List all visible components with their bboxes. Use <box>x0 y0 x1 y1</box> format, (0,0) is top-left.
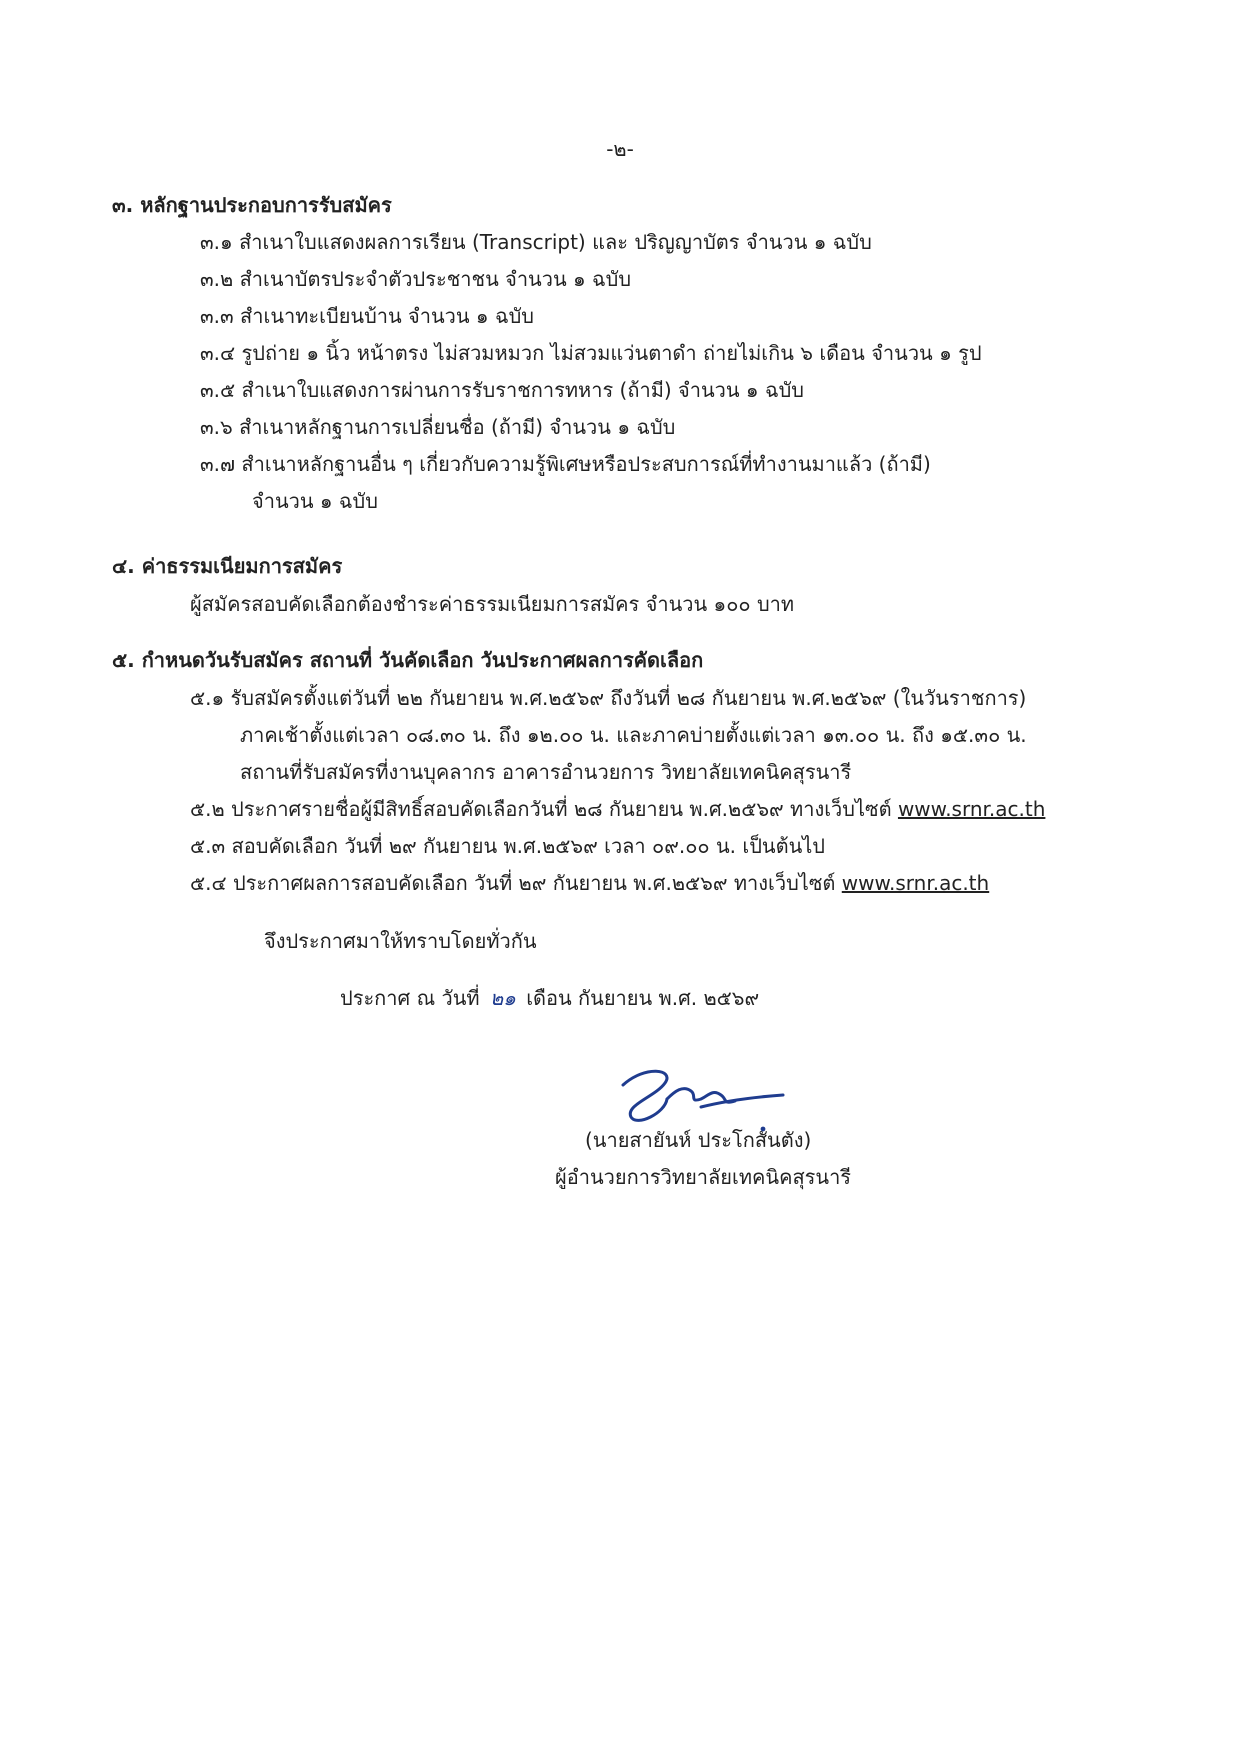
section4-heading: ๔. ค่าธรรมเนียมการสมัคร <box>112 554 343 578</box>
announce-suffix: เดือน กันยายน พ.ศ. ๒๕๖๙ <box>526 986 760 1010</box>
section5-item <box>190 796 1045 822</box>
website-link[interactable]: www.srnr.ac.th <box>897 797 1046 821</box>
section3-item: ๓.๗ สำเนาหลักฐานอื่น ๆ เกี่ยวกับความรู้พิเศษหรือประสบการณ์ที่ทำงานมาแล้ว (ถ้ามี) <box>200 452 931 476</box>
section3-item: ๓.๒ สำเนาบัตรประจำตัวประชาชน จำนวน ๑ ฉบับ <box>200 267 632 291</box>
section3-heading: ๓. หลักฐานประกอบการรับสมัคร <box>112 193 392 217</box>
section3-item: ๓.๖ สำเนาหลักฐานการเปลี่ยนชื่อ (ถ้ามี) จำนวน ๑ ฉบับ <box>200 415 676 439</box>
section3-item: ๓.๑ สำเนาใบแสดงผลการเรียน (Transcript) และ ปริญญาบัตร จำนวน ๑ ฉบับ <box>200 230 872 254</box>
section5-item: ๕.๑ รับสมัครตั้งแต่วันที่ ๒๒ กันยายน พ.ศ.๒๕๖๙ ถึงวันที่ ๒๘ กันยายน พ.ศ.๒๕๖๙ (ในวันราชการ) <box>190 686 1027 710</box>
section5-item-text: ๕.๔ ประกาศผลการสอบคัดเลือก วันที่ ๒๙ กันยายน พ.ศ.๒๕๖๙ ทางเว็บไซต์ <box>190 871 842 895</box>
section3-item: ๓.๓ สำเนาทะเบียนบ้าน จำนวน ๑ ฉบับ <box>200 304 534 328</box>
signature-image <box>605 1055 795 1135</box>
section5-heading: ๕. กำหนดวันรับสมัคร สถานที่ วันคัดเลือก วันประกาศผลการคัดเลือก <box>112 648 704 672</box>
website-link[interactable]: www.srnr.ac.th <box>841 871 990 895</box>
signatory-name: (นายสายันห์ ประโกสันตัง) <box>585 1128 812 1152</box>
section5-item-text: ๕.๒ ประกาศรายชื่อผู้มีสิทธิ์สอบคัดเลือกวันที่ ๒๘ กันยายน พ.ศ.๒๕๖๙ ทางเว็บไซต์ <box>190 797 898 821</box>
section5-item-continuation: ภาคเช้าตั้งแต่เวลา ๐๘.๓๐ น. ถึง ๑๒.๐๐ น. และภาคบ่ายตั้งแต่เวลา ๑๓.๐๐ น. ถึง ๑๕.๓๐ น. <box>240 723 1027 747</box>
section5-item-continuation: สถานที่รับสมัครที่งานบุคลากร อาคารอำนวยการ วิทยาลัยเทคนิคสุรนารี <box>240 760 852 784</box>
announcement-date <box>340 985 759 1011</box>
announce-prefix: ประกาศ ณ วันที่ <box>340 986 480 1010</box>
section5-item <box>190 870 989 896</box>
closing-statement: จึงประกาศมาให้ทราบโดยทั่วกัน <box>264 929 537 953</box>
page-number: -๒- <box>606 137 634 161</box>
announce-day: ๒๑ <box>489 986 516 1010</box>
section3-item: ๓.๔ รูปถ่าย ๑ นิ้ว หน้าตรง ไม่สวมหมวก ไม่สวมแว่นตาดำ ถ่ายไม่เกิน ๖ เดือน จำนวน ๑ รูป <box>200 341 982 365</box>
section5-item: ๕.๓ สอบคัดเลือก วันที่ ๒๙ กันยายน พ.ศ.๒๕๖๙ เวลา ๐๙.๐๐ น. เป็นต้นไป <box>190 834 825 858</box>
section3-item: ๓.๕ สำเนาใบแสดงการผ่านการรับราชการทหาร (ถ้ามี) จำนวน ๑ ฉบับ <box>200 378 804 402</box>
section4-body: ผู้สมัครสอบคัดเลือกต้องชำระค่าธรรมเนียมการสมัคร จำนวน ๑๐๐ บาท <box>190 592 795 616</box>
section3-item-continuation: จำนวน ๑ ฉบับ <box>252 489 378 513</box>
signatory-position: ผู้อำนวยการวิทยาลัยเทคนิคสุรนารี <box>555 1165 852 1189</box>
